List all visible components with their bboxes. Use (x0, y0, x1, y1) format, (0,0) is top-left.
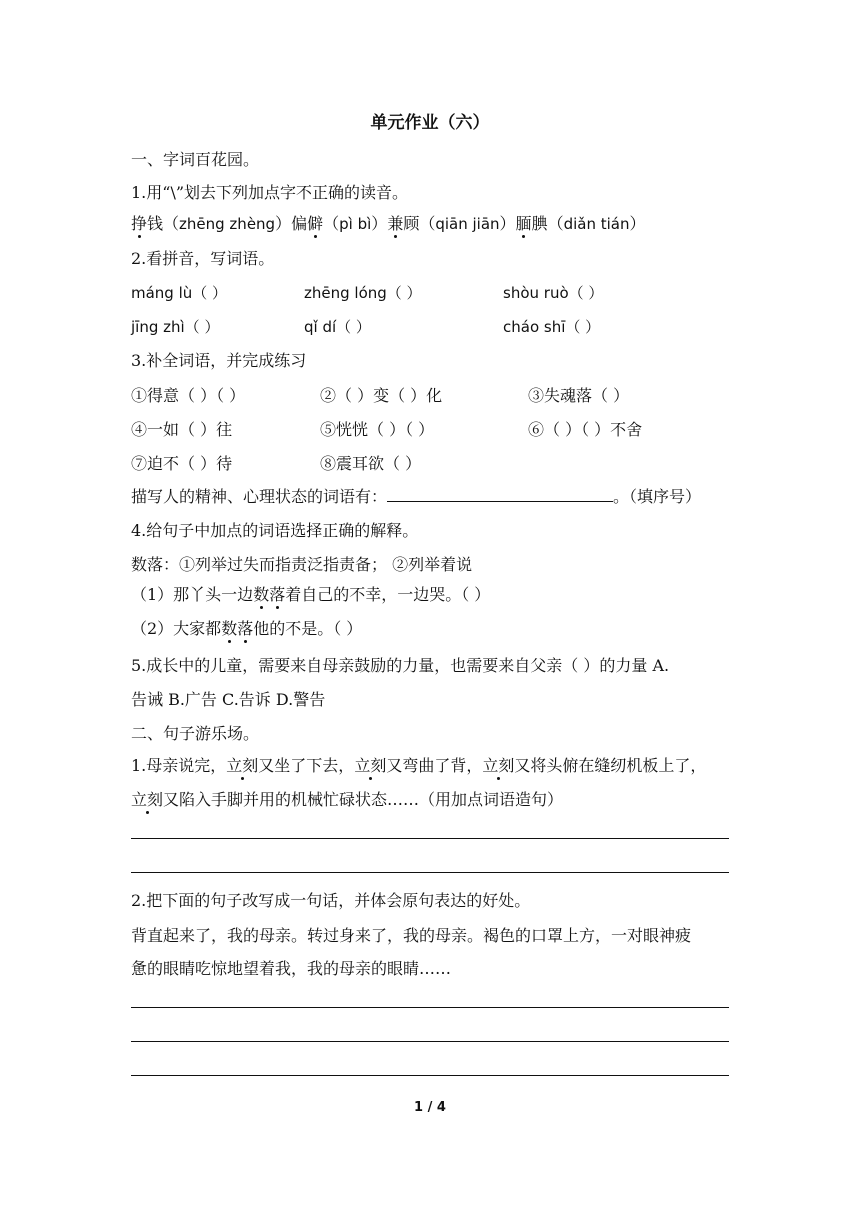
answer-line[interactable] (131, 838, 729, 839)
q3-idiom-8: ⑧震耳欲（ ） (320, 454, 422, 473)
q4-prompt: 4.给句子中加点的词语选择正确的解释。 (131, 521, 419, 540)
answer-line[interactable] (131, 872, 729, 873)
q1-prompt: 1.用“\”划去下列加点字不正确的读音。 (131, 183, 409, 202)
dotted-word: 立刻 (482, 753, 514, 776)
answer-line[interactable] (131, 1041, 729, 1042)
q2-word-2: zhēng lóng（ ） (304, 284, 422, 302)
q1-items-row (131, 211, 646, 234)
item-close: ） (371, 214, 388, 233)
q3-idiom-5: ⑤恍恍（ ）（ ） (320, 420, 435, 439)
q3-fill-row (131, 484, 701, 507)
s2-q1-line-1 (131, 753, 706, 776)
dotted-word: 立刻 (226, 753, 258, 776)
sentence-text: （2）大家都 (131, 619, 222, 638)
q3-idiom-4: ④一如（ ）往 (131, 420, 233, 439)
sentence-text: 又坐了下去， (258, 756, 355, 775)
dotted-word: 立刻 (354, 753, 386, 776)
q4-sentence-1 (131, 582, 490, 605)
q3-fill-suffix: 。（填序号） (613, 487, 702, 506)
pinyin-options: diǎn tián (563, 215, 630, 233)
q1-item-1 (131, 214, 291, 233)
dotted-char: 数 (253, 582, 269, 605)
section2-heading: 二、句子游乐场。 (131, 724, 260, 743)
sentence-text: 又弯曲了背， (386, 756, 483, 775)
q3-idiom-2: ②（ ）变（ ）化 (320, 386, 443, 405)
sentence-text: （1）那丫头一边 (131, 585, 254, 604)
dotted-char: 落 (269, 582, 285, 605)
sentence-text: 着自己的不幸，一边哭。（ ） (285, 585, 491, 604)
item-text: （ (323, 214, 340, 233)
q4-definition: 数落：①列举过失而指责泛指责备； ②列举着说 (131, 555, 473, 574)
sentence-text: 他的不是。（ ） (253, 619, 363, 638)
pinyin-options: zhēng zhèng (179, 215, 276, 233)
dotted-char: 落 (237, 616, 253, 639)
item-close: ） (275, 214, 292, 233)
q5-line-2: 告诫 B.广告 C.告诉 D.警告 (131, 690, 326, 709)
s2-q2-prompt: 2.把下面的句子改写成一句话，并体会原句表达的好处。 (131, 891, 531, 910)
q3-idiom-6: ⑥（ ）（ ）不舍 (528, 420, 643, 439)
answer-line[interactable] (131, 1007, 729, 1008)
s2-q2-line-2: 惫的眼睛吃惊地望着我，我的母亲的眼睛…… (131, 959, 452, 978)
page-number: 1 / 4 (414, 1100, 446, 1115)
q2-word-1: máng lù（ ） (131, 284, 228, 302)
answer-line[interactable] (131, 1075, 729, 1076)
sentence-text: 1.母亲说完， (131, 756, 227, 775)
dotted-char: 数 (221, 616, 237, 639)
q2-prompt: 2.看拼音，写词语。 (131, 249, 275, 268)
pinyin-options: qiān jiān (435, 215, 500, 233)
q3-idiom-7: ⑦迫不（ ）待 (131, 454, 233, 473)
q2-word-3: shòu ruò（ ） (503, 284, 604, 302)
dotted-char: 腼 (516, 211, 532, 234)
item-text: 钱（ (147, 214, 180, 233)
dotted-char: 挣 (131, 211, 147, 234)
dotted-word: 立刻 (131, 787, 163, 810)
q1-item-2 (291, 214, 387, 233)
item-text: 腆（ (531, 214, 564, 233)
q3-idiom-3: ③失魂落（ ） (528, 386, 630, 405)
answer-blank[interactable] (387, 487, 613, 502)
section1-heading: 一、字词百花园。 (131, 150, 260, 169)
q3-fill-label: 描写人的精神、心理状态的词语有： (131, 487, 388, 506)
q4-sentence-2 (131, 616, 362, 639)
q1-item-3 (387, 214, 515, 233)
q2-word-6: cháo shī（ ） (503, 318, 601, 336)
s2-q2-line-1: 背直起来了，我的母亲。转过身来了，我的母亲。褐色的口罩上方，一对眼神疲 (131, 926, 692, 945)
q5-line-1: 5.成长中的儿童，需要来自母亲鼓励的力量，也需要来自父亲（ ）的力量 A. (131, 656, 670, 675)
dotted-char: 兼 (387, 211, 403, 234)
item-close: ） (629, 214, 646, 233)
q2-word-5: qǐ dí（ ） (304, 318, 371, 336)
dotted-char: 僻 (307, 211, 323, 234)
q3-prompt: 3.补全词语，并完成练习 (131, 351, 307, 370)
q3-idiom-1: ①得意（ ）（ ） (131, 386, 246, 405)
sentence-text: 又陷入手脚并用的机械忙碌状态……（用加点词语造句） (163, 790, 564, 809)
sentence-text: 又将头俯在缝纫机板上了， (514, 756, 707, 775)
s2-q1-line-2 (131, 787, 563, 810)
pinyin-options: pì bì (339, 215, 372, 233)
item-text: 偏 (291, 214, 308, 233)
page-title: 单元作业（六） (370, 113, 490, 133)
item-text: 顾（ (403, 214, 436, 233)
q2-word-4: jīng zhì（ ） (131, 318, 220, 336)
item-close: ） (499, 214, 516, 233)
q1-item-4 (516, 214, 646, 233)
